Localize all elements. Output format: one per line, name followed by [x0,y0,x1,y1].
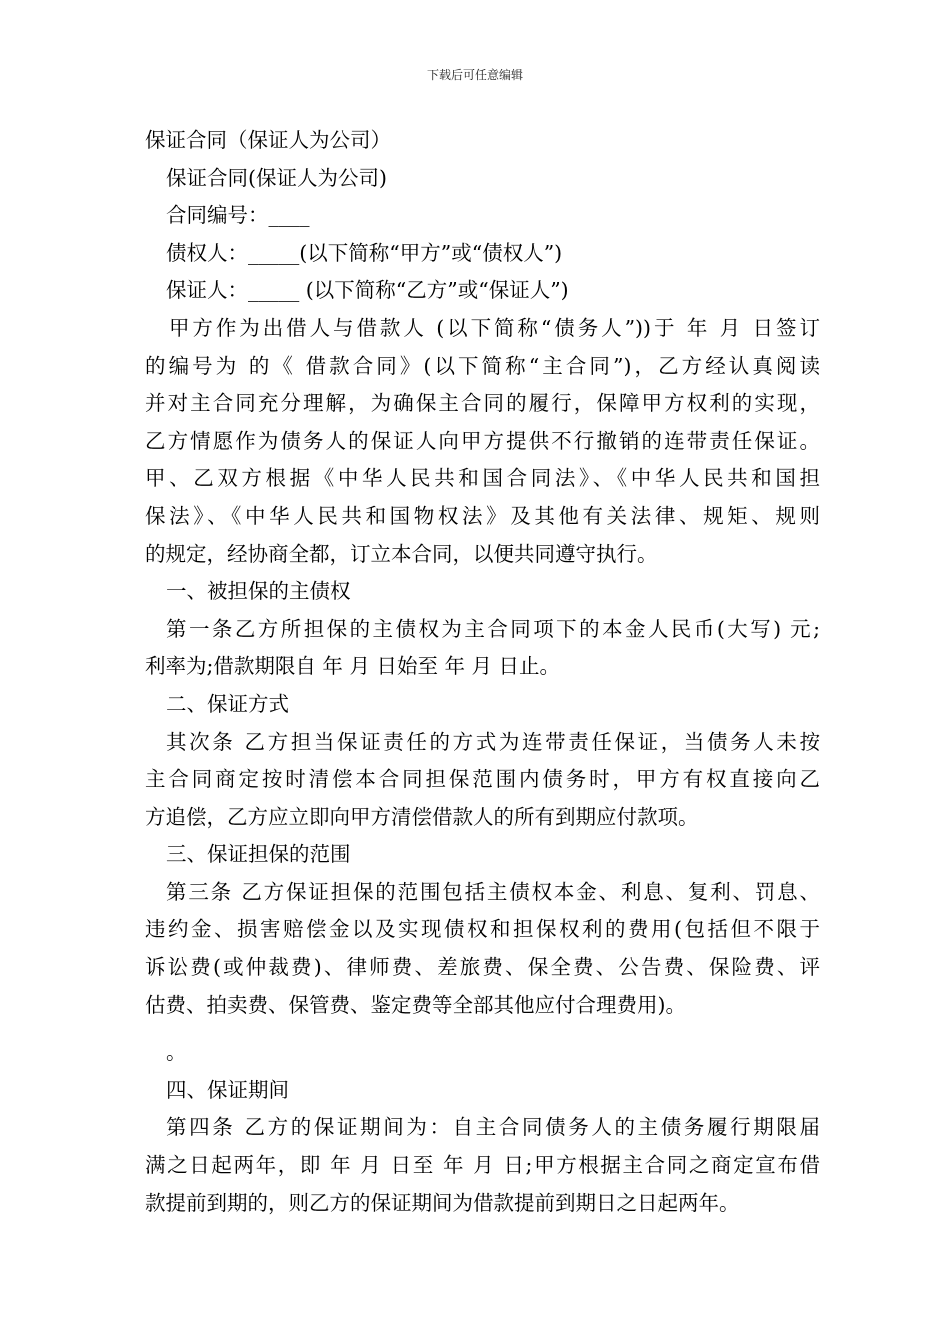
preamble-line: 的编号为 的《 借款合同》(以下简称“主合同”)，乙方经认真阅读 [145,353,820,378]
section-body-line: 第一条乙方所担保的主债权为主合同项下的本金人民币(大写) 元; [166,616,820,641]
preamble-line: 的规定，经协商全都，订立本合同，以便共同遵守执行。 [145,541,658,566]
section-heading: 二、保证方式 [166,691,289,716]
section-body-line: 利率为;借款期限自 年 月 日始至 年 月 日止。 [145,654,561,679]
document-subtitle: 保证合同(保证人为公司) [166,165,387,190]
preamble-line: 乙方情愿作为债务人的保证人向甲方提供不行撤销的连带责任保证。 [145,428,820,453]
contract-number: 合同编号：____ [166,203,310,228]
section-body-line: 估费、拍卖费、保管费、鉴定费等全部其他应付合理费用)。 [145,992,686,1017]
preamble-line: 并对主合同充分理解，为确保主合同的履行，保障甲方权利的实现， [145,391,820,416]
section-heading: 三、保证担保的范围 [166,842,351,867]
header-note: 下载后可任意编辑 [426,68,523,82]
section-body-line: 款提前到期的，则乙方的保证期间为借款提前到期日之日起两年。 [145,1190,740,1215]
document-body [145,122,820,1222]
section-body-line: 方追偿，乙方应立即向甲方清偿借款人的所有到期应付款项。 [145,804,699,829]
creditor-line: 债权人：_____(以下简称“甲方”或“债权人”) [166,240,563,265]
section-body-line: 第三条 乙方保证担保的范围包括主债权本金、利息、复利、罚息、 [166,879,820,904]
section-body-line: 满之日起两年，即 年 月 日至 年 月 日;甲方根据主合同之商定宣布借 [145,1153,820,1178]
section-heading: 一、被担保的主债权 [166,579,351,604]
document-title: 保证合同（保证人为公司） [145,128,391,152]
preamble-line: 甲方作为出借人与借款人 (以下简称“债务人”))于 年 月 日签订 [169,315,820,340]
section-body-line: 第四条 乙方的保证期间为：自主合同债务人的主债务履行期限届 [166,1115,820,1140]
spacer [145,1024,820,1034]
section-body-line: 诉讼费(或仲裁费)、律师费、差旅费、保全费、公告费、保险费、评 [145,955,820,980]
section-heading: 四、保证期间 [166,1077,289,1102]
preamble-line: 甲、乙双方根据《中华人民共和国合同法》、《中华人民共和国担 [145,466,820,491]
stray-mark: 。 [166,1040,187,1065]
guarantor-line: 保证人：_____ (以下简称“乙方”或“保证人”) [166,278,569,303]
section-body-line: 违约金、损害赔偿金以及实现债权和担保权利的费用(包括但不限于 [145,917,820,942]
section-body-line: 其次条 乙方担当保证责任的方式为连带责任保证，当债务人未按 [166,729,820,754]
section-body-line: 主合同商定按时清偿本合同担保范围内债务时，甲方有权直接向乙 [145,767,820,792]
preamble-line: 保法》、《中华人民共和国物权法》及其他有关法律、规矩、规则 [145,503,820,528]
